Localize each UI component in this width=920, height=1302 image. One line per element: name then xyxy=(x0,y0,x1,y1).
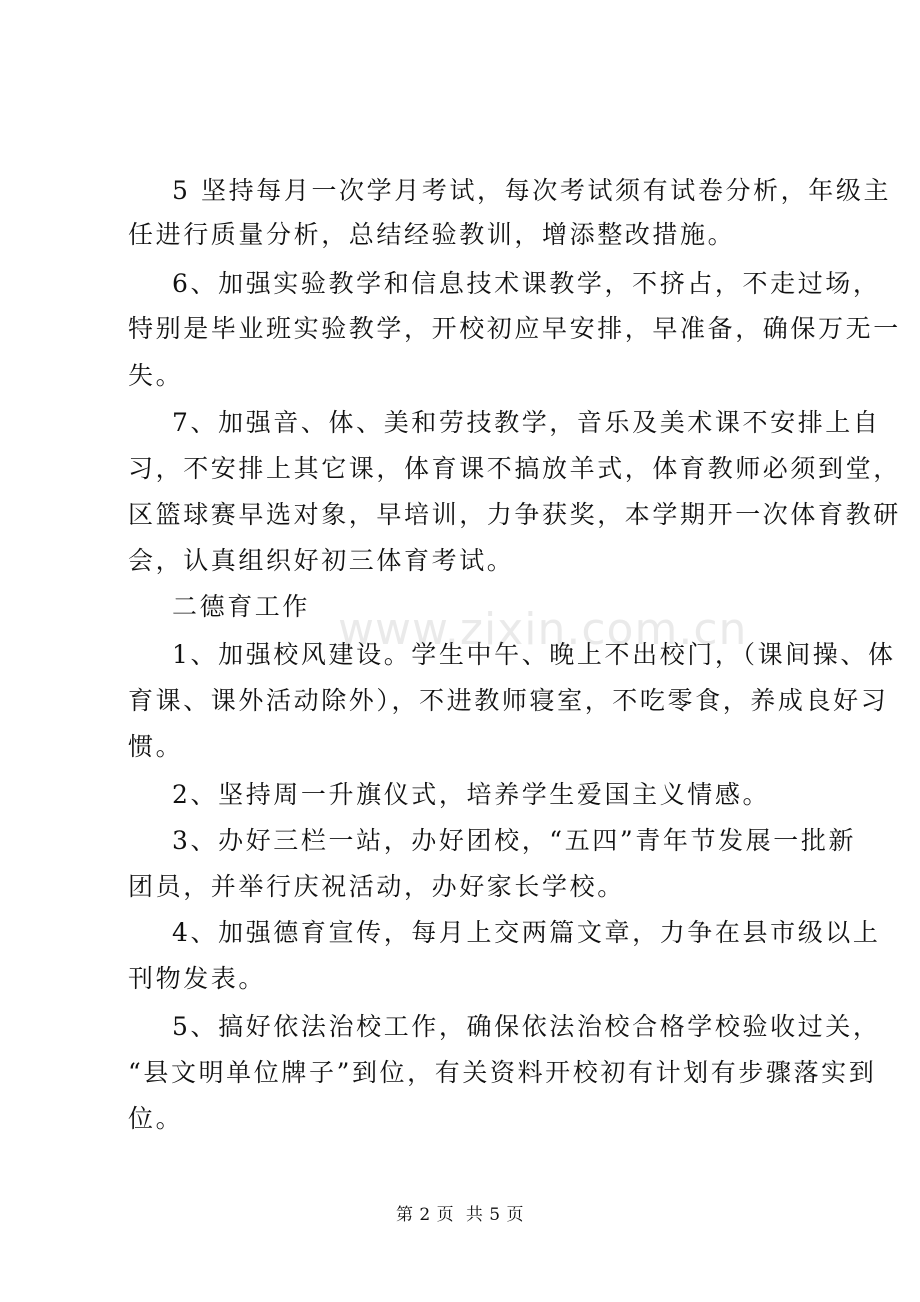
section-heading: 二德育工作 xyxy=(172,592,311,621)
paragraph-line: 5、搞好依法治校工作，确保依法治校合格学校验收过关， xyxy=(172,1012,881,1041)
paragraph-line: 6、加强实验教学和信息技术课教学，不挤占，不走过场， xyxy=(172,269,881,298)
paragraph-line: 特别是毕业班实验教学，开校初应早安排，早准备，确保万无一 xyxy=(128,314,901,343)
paragraph-line: 5 坚持每月一次学月考试，每次考试须有试卷分析，年级主 xyxy=(172,176,892,205)
paragraph-line: 惯。 xyxy=(128,732,184,761)
paragraph-line: 3、办好三栏一站，办好团校，“五四”青年节发展一批新 xyxy=(172,826,857,855)
paragraph-line: 任进行质量分析，总结经验教训，增添整改措施。 xyxy=(128,220,736,249)
paragraph-line: 2、坚持周一升旗仪式，培养学生爱国主义情感。 xyxy=(172,780,771,809)
paragraph-line: 失。 xyxy=(128,361,184,390)
paragraph-line: 1、加强校风建设。学生中午、晚上不出校门，（课间操、体 xyxy=(172,640,896,669)
watermark: www.zixin.com.cn xyxy=(338,604,748,655)
paragraph-line: 习，不安排上其它课，体育课不搞放羊式，体育教师必须到堂， xyxy=(128,454,901,483)
paragraph-line: 4、加强德育宣传，每月上交两篇文章，力争在县市级以上 xyxy=(172,918,881,947)
paragraph-line: “县文明单位牌子”到位，有关资料开校初有计划有步骤落实到 xyxy=(128,1058,877,1087)
paragraph-line: 育课、课外活动除外），不进教师寝室，不吃零食，养成良好习 xyxy=(128,686,889,715)
paragraph-line: 团员，并举行庆祝活动，办好家长学校。 xyxy=(128,872,625,901)
paragraph-line: 会，认真组织好初三体育考试。 xyxy=(128,546,515,575)
page-number-footer: 第 2 页 共 5 页 xyxy=(395,1205,525,1225)
paragraph-line: 位。 xyxy=(128,1104,184,1133)
paragraph-line: 刊物发表。 xyxy=(128,964,267,993)
paragraph-line: 区篮球赛早选对象，早培训，力争获奖，本学期开一次体育教研 xyxy=(128,500,901,529)
paragraph-line: 7、加强音、体、美和劳技教学，音乐及美术课不安排上自 xyxy=(172,408,881,437)
